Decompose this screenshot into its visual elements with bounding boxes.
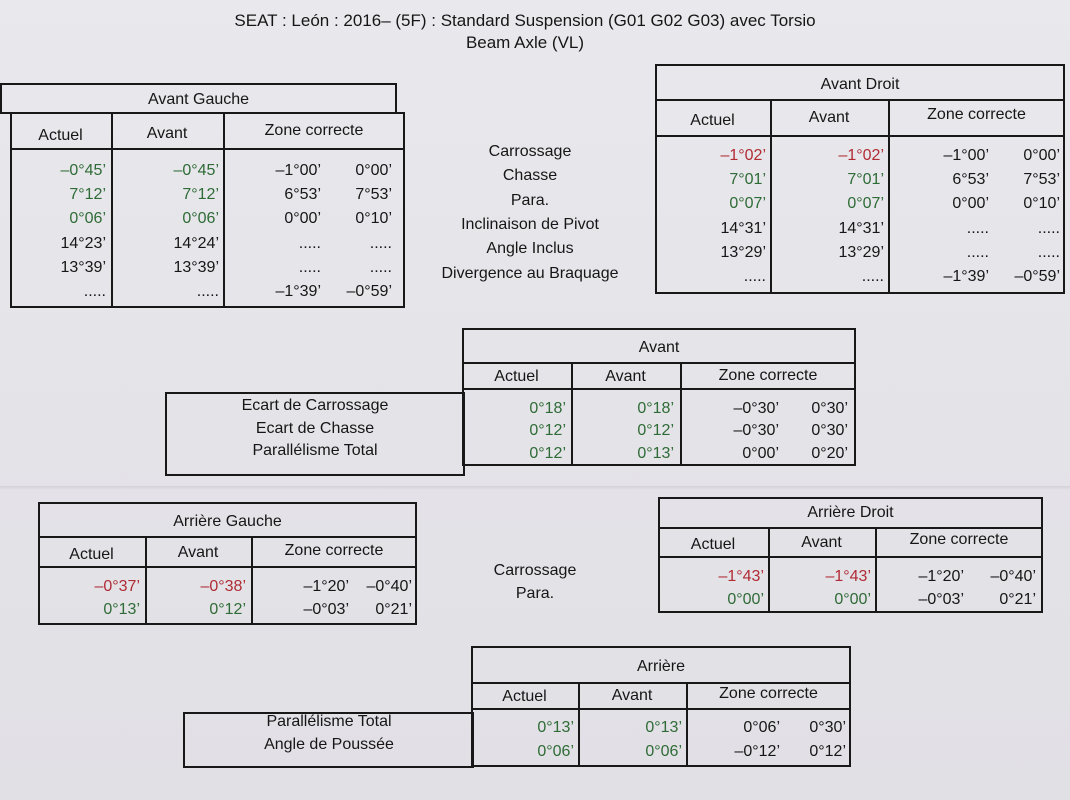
front-summary-min-0: –0°30’ (733, 400, 779, 417)
front-summary-actuel-1: 0°12’ (529, 422, 566, 440)
front-right-min-1: 6°53’ (952, 171, 989, 189)
front-left-avant-2: 0°06’ (182, 210, 219, 228)
front-summary-min-2: 0°00’ (742, 444, 779, 462)
front-right-avant-0: –1°02’ (838, 147, 884, 164)
rear-summary-label-0: Parallélisme Total (266, 713, 392, 730)
paper-fold (0, 486, 1070, 490)
front-right-max-1: 7°53’ (1023, 171, 1060, 189)
front-left-min-5: –1°39’ (275, 283, 321, 300)
front-label-0: Carrossage (488, 143, 572, 160)
front-right-max-2: 0°10’ (1023, 195, 1060, 213)
rear-summary-min-0: 0°06’ (743, 719, 780, 736)
front-summary-max-0: 0°30’ (811, 400, 848, 417)
front-left-avant-0: –0°45’ (173, 162, 219, 179)
front-summary-header-rule (462, 388, 856, 390)
front-label-4: Angle Inclus (486, 240, 574, 258)
rear-left-actuel-0: –0°37’ (94, 578, 140, 595)
front-summary-header-actuel: Actuel (494, 368, 539, 385)
rear-summary-max-1: 0°12’ (809, 742, 846, 760)
front-right-max-5: –0°59’ (1014, 268, 1060, 285)
front-right-header-rule (655, 135, 1065, 137)
front-right-actuel-1: 7°01’ (729, 171, 766, 189)
rear-right-avant-1: 0°00’ (834, 590, 871, 608)
front-left-min-3: ..... (298, 234, 321, 252)
front-summary-avant-1: 0°12’ (637, 422, 674, 440)
front-right-actuel-5: ..... (743, 268, 766, 285)
report-title-line-1: SEAT : León : 2016– (5F) : Standard Suspension (G01 G02 G03) avec Torsio (234, 11, 816, 30)
front-left-header-zone: Zone correcte (264, 122, 364, 139)
front-left-header-rule (10, 148, 405, 150)
rear-right-avant-0: –1°43’ (825, 568, 871, 585)
report-title-line-2: Beam Axle (VL) (465, 33, 585, 52)
front-right-avant-4: 13°29’ (838, 243, 884, 261)
front-label-5: Divergence au Braquage (441, 264, 619, 282)
rear-left-actuel-1: 0°13’ (103, 600, 140, 618)
front-left-min-4: ..... (298, 258, 321, 276)
front-right-min-5: –1°39’ (943, 268, 989, 285)
front-right-header-actuel: Actuel (690, 112, 735, 129)
rear-left-header-zone: Zone correcte (284, 542, 384, 559)
front-left-avant-1: 7°12’ (182, 186, 219, 204)
front-right-min-4: ..... (966, 243, 989, 261)
rear-right-actuel-0: –1°43’ (718, 568, 764, 585)
rear-left-max-0: –0°40’ (366, 578, 412, 595)
front-right-divider-1 (770, 99, 772, 294)
rear-label-1: Para. (515, 584, 555, 602)
front-summary-min-1: –0°30’ (733, 422, 779, 440)
rear-summary-label-1: Angle de Poussée (264, 736, 394, 753)
front-right-divider-2 (888, 99, 890, 294)
front-left-title: Avant Gauche (147, 91, 250, 108)
front-left-actuel-4: 13°39’ (60, 258, 106, 276)
rear-right-header-rule (658, 556, 1043, 558)
rear-right-title: Arrière Droit (807, 504, 894, 521)
rear-right-header-zone: Zone correcte (909, 531, 1009, 548)
front-left-max-2: 0°10’ (355, 210, 392, 228)
rear-right-min-0: –1°20’ (918, 568, 964, 585)
rear-left-min-0: –1°20’ (303, 578, 349, 595)
front-summary-header-avant: Avant (605, 368, 646, 385)
rear-summary-actuel-0: 0°13’ (537, 719, 574, 736)
front-summary-avant-0: 0°18’ (637, 400, 674, 417)
rear-right-header-actuel: Actuel (690, 536, 736, 553)
front-right-max-4: ..... (1037, 243, 1060, 261)
front-label-2: Para. (510, 191, 550, 209)
rear-summary-actuel-1: 0°06’ (537, 742, 574, 760)
rear-summary-max-0: 0°30’ (809, 719, 846, 736)
front-right-avant-1: 7°01’ (847, 171, 884, 189)
front-right-max-0: 0°00’ (1023, 147, 1060, 164)
report-title (150, 10, 900, 54)
rear-left-title: Arrière Gauche (173, 513, 282, 530)
front-left-divider-2 (223, 112, 225, 308)
rear-summary-header-actuel: Actuel (502, 688, 547, 705)
front-left-max-3: ..... (369, 234, 392, 252)
front-left-header-avant: Avant (146, 125, 188, 142)
front-left-actuel-1: 7°12’ (69, 186, 106, 204)
rear-right-header-avant: Avant (801, 534, 842, 551)
rear-summary-title: Arrière (636, 658, 685, 675)
front-right-min-0: –1°00’ (943, 147, 989, 164)
front-left-actuel-0: –0°45’ (60, 162, 106, 179)
front-right-avant-2: 0°07’ (847, 195, 884, 213)
front-summary-label-2: Parallélisme Total (252, 442, 378, 459)
rear-left-avant-1: 0°12’ (209, 600, 246, 618)
front-left-actuel-5: ..... (83, 283, 106, 300)
rear-summary-header-zone: Zone correcte (719, 685, 818, 702)
front-right-max-3: ..... (1037, 219, 1060, 237)
front-summary-label-1: Ecart de Chasse (255, 419, 375, 437)
rear-summary-header-rule (471, 708, 851, 710)
front-right-actuel-2: 0°07’ (729, 195, 766, 213)
front-right-avant-3: 14°31’ (838, 219, 884, 237)
rear-summary-min-1: –0°12’ (734, 742, 780, 760)
front-left-max-5: –0°59’ (346, 283, 392, 300)
front-summary-title: Avant (638, 339, 680, 356)
front-summary-avant-2: 0°13’ (637, 444, 674, 462)
front-left-avant-5: ..... (196, 283, 219, 300)
front-left-min-2: 0°00’ (284, 210, 321, 228)
front-right-avant-5: ..... (861, 268, 884, 285)
rear-left-header-actuel: Actuel (69, 546, 114, 563)
front-left-avant-4: 13°39’ (173, 258, 219, 276)
front-summary-label-0: Ecart de Carrossage (241, 397, 389, 414)
rear-summary-avant-0: 0°13’ (645, 719, 682, 736)
front-right-actuel-3: 14°31’ (720, 219, 766, 237)
rear-summary-avant-1: 0°06’ (645, 742, 682, 760)
front-left-max-1: 7°53’ (355, 186, 392, 204)
front-left-max-4: ..... (369, 258, 392, 276)
front-left-actuel-2: 0°06’ (69, 210, 106, 228)
front-summary-max-1: 0°30’ (811, 422, 848, 440)
front-right-header-avant: Avant (808, 109, 850, 126)
front-left-min-1: 6°53’ (284, 186, 321, 204)
front-summary-actuel-2: 0°12’ (529, 444, 566, 462)
front-right-title: Avant Droit (820, 76, 900, 93)
rear-label-0: Carrossage (493, 562, 577, 579)
front-left-min-0: –1°00’ (275, 162, 321, 179)
rear-left-header-avant: Avant (177, 544, 219, 561)
front-left-header-actuel: Actuel (38, 127, 83, 144)
rear-summary-header-avant: Avant (611, 687, 653, 704)
front-right-min-2: 0°00’ (952, 195, 989, 213)
rear-left-avant-0: –0°38’ (200, 578, 246, 595)
front-left-max-0: 0°00’ (355, 162, 392, 179)
rear-right-actuel-1: 0°00’ (727, 590, 764, 608)
front-right-actuel-4: 13°29’ (720, 243, 766, 261)
front-label-3: Inclinaison de Pivot (461, 215, 599, 233)
rear-left-min-1: –0°03’ (303, 600, 349, 618)
front-summary-actuel-0: 0°18’ (529, 400, 566, 417)
front-right-header-zone: Zone correcte (927, 106, 1026, 123)
front-right-actuel-0: –1°02’ (720, 147, 766, 164)
rear-right-max-0: –0°40’ (990, 568, 1036, 585)
front-left-actuel-3: 14°23’ (60, 234, 106, 252)
front-label-1: Chasse (502, 167, 558, 185)
rear-right-max-1: 0°21’ (999, 590, 1036, 608)
rear-left-max-1: 0°21’ (375, 600, 412, 618)
front-summary-header-zone: Zone correcte (718, 367, 818, 384)
rear-left-header-rule (38, 566, 417, 568)
front-right-min-3: ..... (966, 219, 989, 237)
front-summary-max-2: 0°20’ (811, 444, 848, 462)
rear-right-min-1: –0°03’ (918, 590, 964, 608)
front-left-avant-3: 14°24’ (173, 234, 219, 252)
